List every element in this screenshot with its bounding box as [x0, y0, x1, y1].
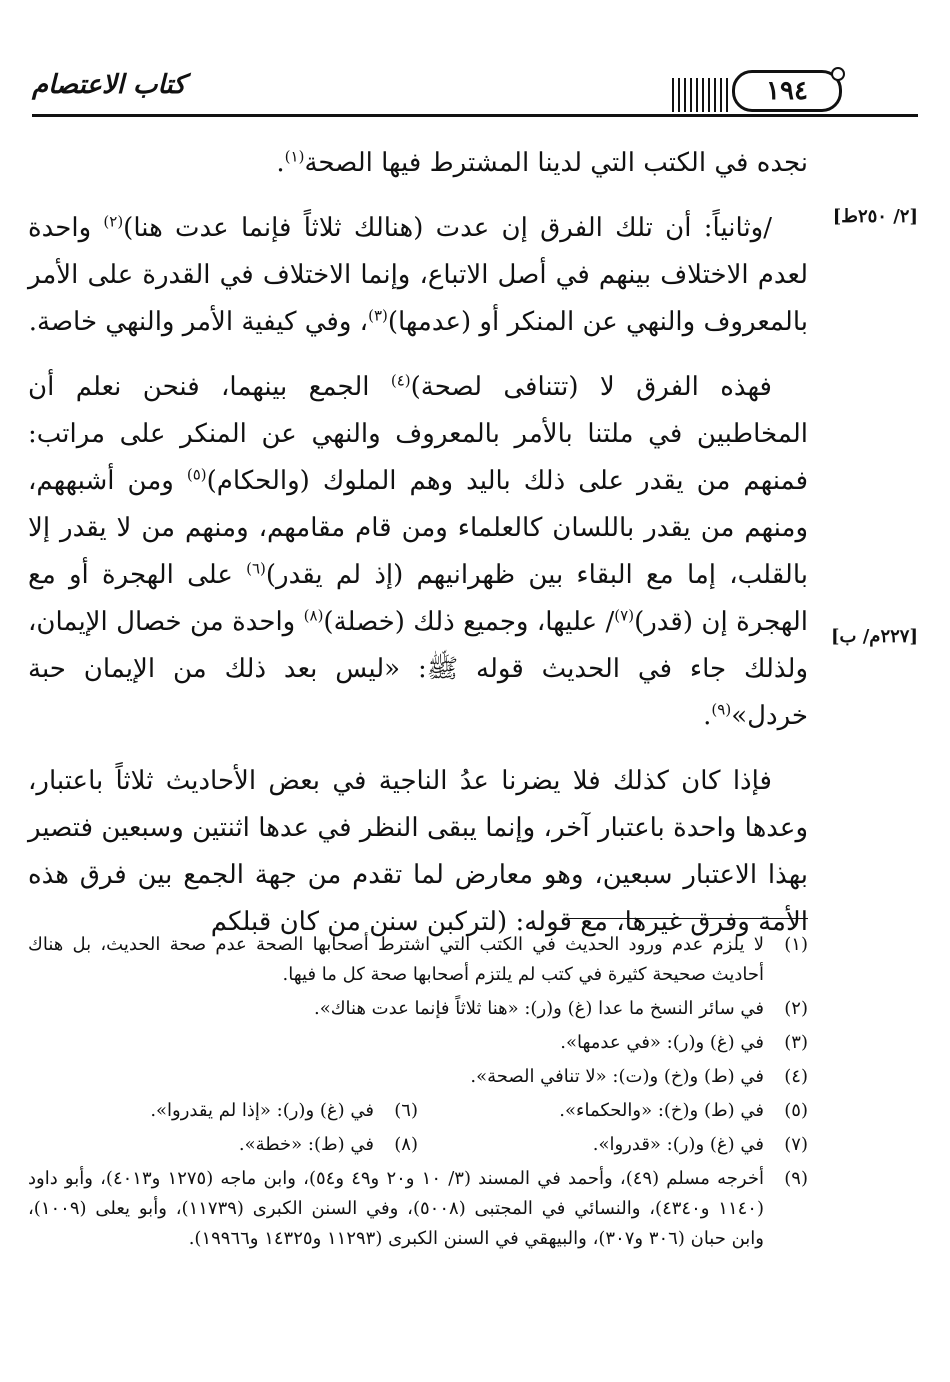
footnote-ref-4: (٤) [390, 371, 411, 390]
footnote-4: (٤) في (ط) و(خ) و(ت): «لا تنافي الصحة». [470, 1066, 808, 1087]
footnote-8: (٨) في (ط): «خطة». [238, 1134, 418, 1155]
paragraph-2: /وثانياً: أن تلك الفرق إن عدت (هنالك ثلاثاً فإنما عدت هنا)$^{(٢)}$ واحدة لعدم الاختلاف بينهم في أصل الاتباع، وإنما الاختلاف في القدرة على الأمر بالمعروف والنهي عن المنكر أو (عدمها)$^{(٣)}$، وفي كيفية الأمر والنهي خاصة. [28, 212, 808, 337]
paragraph-4: فإذا كان كذلك فلا يضرنا عدُ الناجية في بعض الأحاديث ثلاثاً باعتبار، وعدها واحدة باعتبار آخر، وإنما يبقى النظر في عدها اثنتين وسبعين فتصير بهذا الاعتبار سبعين، وهو معارض لما تقدم من جهة الجمع بين فرق هذه الأمة وفرق غيرها، مع قوله: (لتركبن سنن من كان قبلكم [28, 766, 808, 937]
footnote-1: (١) لا يلزم عدم ورود الحديث في الكتب التي اشترط أصحابها الصحة عدم صحة الحديث، بل هناك أحاديث صحيحة كثيرة في كتب لم يلتزم أصحابها صحة كل ما فيها. [28, 934, 808, 985]
page-number: ١٩٤ [766, 76, 808, 106]
badge-ornament-icon [831, 67, 845, 81]
paragraph-1: نجده في الكتب التي لدينا المشترط فيها الصحة$^{(١)}$. [276, 147, 808, 178]
header-divider [32, 114, 918, 117]
footnote-ref-3: (٣) [368, 306, 388, 325]
footnote-divider [568, 918, 808, 919]
page-number-badge [732, 70, 842, 112]
footnote-6: (٦) في (غ) و(ر): «إذا لم يقدروا». [150, 1100, 418, 1121]
footnote-ref-8: (٨) [303, 606, 324, 625]
footnote-row-7-8 [28, 1130, 808, 1160]
decorative-stripes [672, 78, 728, 112]
footnote-3: (٣) في (غ) و(ر): «في عدمها». [560, 1032, 808, 1053]
footnotes [28, 930, 808, 1258]
main-text [28, 140, 808, 964]
page-header [32, 64, 918, 116]
footnote-ref-1: (١) [284, 147, 305, 166]
footnote-ref-2: (٢) [103, 212, 124, 231]
footnote-2: (٢) في سائر النسخ ما عدا (غ) و(ر): «هنا ثلاثاً فإنما عدت هناك». [313, 998, 808, 1019]
margin-note-edition-m: [٢٢٧م/ ب] [831, 626, 918, 647]
footnote-ref-6: (٦) [246, 559, 266, 578]
book-title: كتاب الاعتصام [32, 70, 186, 100]
footnote-5: (٥) في (ط) و(خ): «والحكماء». [559, 1100, 808, 1121]
paragraph-3: فهذه الفرق لا (تتنافى لصحة)$^{(٤)}$ الجمع بينهما، فنحن نعلم أن المخاطبين في ملتنا بالأمر بالمعروف والنهي عن المنكر على مراتب: فمنهم من يقدر على ذلك باليد وهم الملوك (والحكام)$^{(٥)}$ ومن أشبههم، ومنهم من يقدر باللسان كالعلماء ومن قام مقامهم، ومنهم من لا يقدر إلا بالقلب، إما مع البقاء بين ظهرانيهم (إذ لم يقدر)$^{(٦)}$ على الهجرة أو مع الهجرة إن (قدر)$^{(٧)}$/ عليها، وجميع ذلك (خصلة)$^{(٨)}$ واحدة من خصال الإيمان، ولذلك جاء في الحديث قوله ﷺ: «ليس بعد ذلك من الإيمان حبة خردل»$^{(٩)}$. [28, 371, 809, 731]
footnote-ref-9: (٩) [711, 700, 732, 719]
footnote-9: (٩) أخرجه مسلم (٤٩)، وأحمد في المسند (٣/ ١٠ و٢٠ و٤٩ و٥٤)، وابن ماجه (١٢٧٥ و٤٠١٣)، وأبو داود (١١٤٠ و٤٣٤٠)، والنسائي في المجتبى (٥٠٠٨)، وفي السنن الكبرى (١١٧٣٩)، وأبو يعلى (١٠٠٩)، وابن حبان (٣٠٦ و٣٠٧)، والبيهقي في السنن الكبرى (١١٢٩٣ و١٤٣٢٥ و١٩٩٦٦). [28, 1168, 808, 1249]
footnote-7: (٧) في (غ) و(ر): «قدروا». [592, 1134, 808, 1155]
footnote-ref-7: (٧) [614, 606, 635, 625]
footnote-ref-5: (٥) [186, 465, 207, 484]
margin-note-edition-t: [٢/ ٢٥٠ط] [832, 206, 918, 227]
footnote-row-5-6 [28, 1096, 808, 1126]
